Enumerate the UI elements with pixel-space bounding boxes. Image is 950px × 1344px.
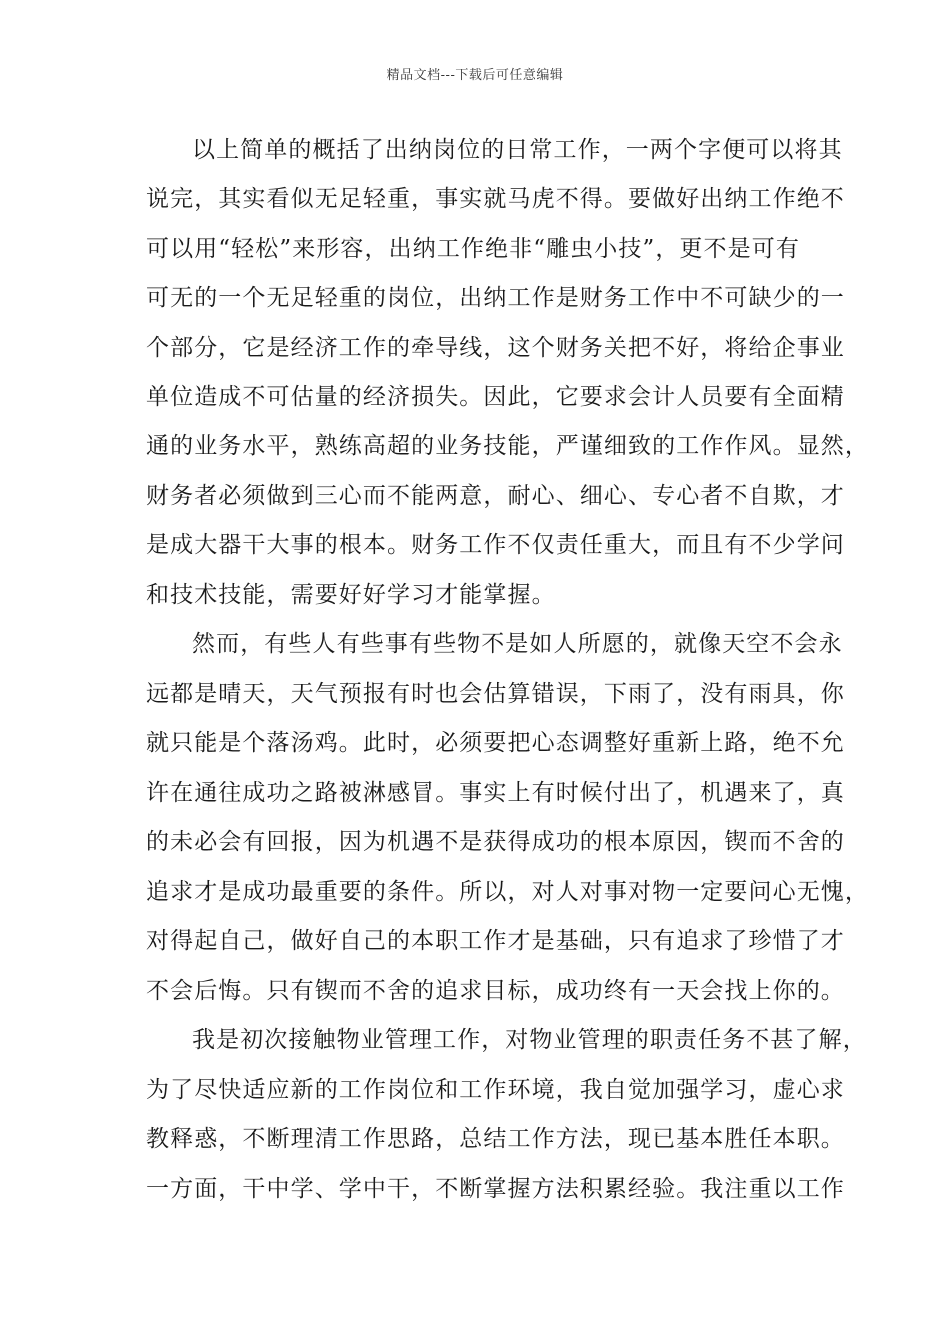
paragraph-line: 财务者必须做到三心而不能两意，耐心、细心、专心者不自欺，才 — [146, 483, 845, 509]
paragraph-line: 教释惑，不断理清工作思路，总结工作方法，现已基本胜任本职。 — [146, 1126, 845, 1152]
paragraph-line: 的未必会有回报，因为机遇不是获得成功的根本原因，锲而不舍的 — [146, 829, 845, 855]
paragraph-line: 可无的一个无足轻重的岗位，出纳工作是财务工作中不可缺少的一 — [146, 285, 845, 311]
paragraph-line: 是成大器干大事的根本。财务工作不仅责任重大，而且有不少学问 — [146, 532, 845, 558]
paragraph-line: 就只能是个落汤鸡。此时，必须要把心态调整好重新上路，绝不允 — [146, 730, 845, 756]
paragraph-line: 许在通往成功之路被淋感冒。事实上有时候付出了，机遇来了，真 — [146, 780, 845, 806]
paragraph-line: 为了尽快适应新的工作岗位和工作环境，我自觉加强学习，虚心求 — [146, 1077, 845, 1103]
paragraph-line: 我是初次接触物业管理工作，对物业管理的职责任务不甚了解， — [192, 1027, 867, 1053]
paragraph-line: 通的业务水平，熟练高超的业务技能，严谨细致的工作作风。显然， — [146, 433, 869, 459]
paragraph-line: 可以用“轻松”来形容，出纳工作绝非“雕虫小技”，更不是可有 — [146, 236, 800, 262]
paragraph-line: 一方面，干中学、学中干，不断掌握方法积累经验。我注重以工作 — [146, 1176, 845, 1202]
paragraph-line: 追求才是成功最重要的条件。所以，对人对事对物一定要问心无愧， — [146, 879, 869, 905]
paragraph-line: 个部分，它是经济工作的牵导线，这个财务关把不好，将给企事业 — [146, 335, 845, 361]
paragraph-line: 说完，其实看似无足轻重，事实就马虎不得。要做好出纳工作绝不 — [146, 186, 845, 212]
page-header: 精品文档---下载后可任意编辑 — [386, 68, 564, 83]
paragraph-line: 单位造成不可估量的经济损失。因此，它要求会计人员要有全面精 — [146, 384, 845, 410]
paragraph-line: 对得起自己，做好自己的本职工作才是基础，只有追求了珍惜了才 — [146, 928, 845, 954]
paragraph-line: 以上简单的概括了出纳岗位的日常工作，一两个字便可以将其 — [192, 137, 843, 163]
paragraph-line: 然而，有些人有些事有些物不是如人所愿的，就像天空不会永 — [192, 631, 843, 657]
paragraph-line: 远都是晴天，天气预报有时也会估算错误，下雨了，没有雨具，你 — [146, 681, 845, 707]
paragraph-line: 和技术技能，需要好好学习才能掌握。 — [146, 582, 556, 608]
paragraph-line: 不会后悔。只有锲而不舍的追求目标，成功终有一天会找上你的。 — [146, 978, 845, 1004]
